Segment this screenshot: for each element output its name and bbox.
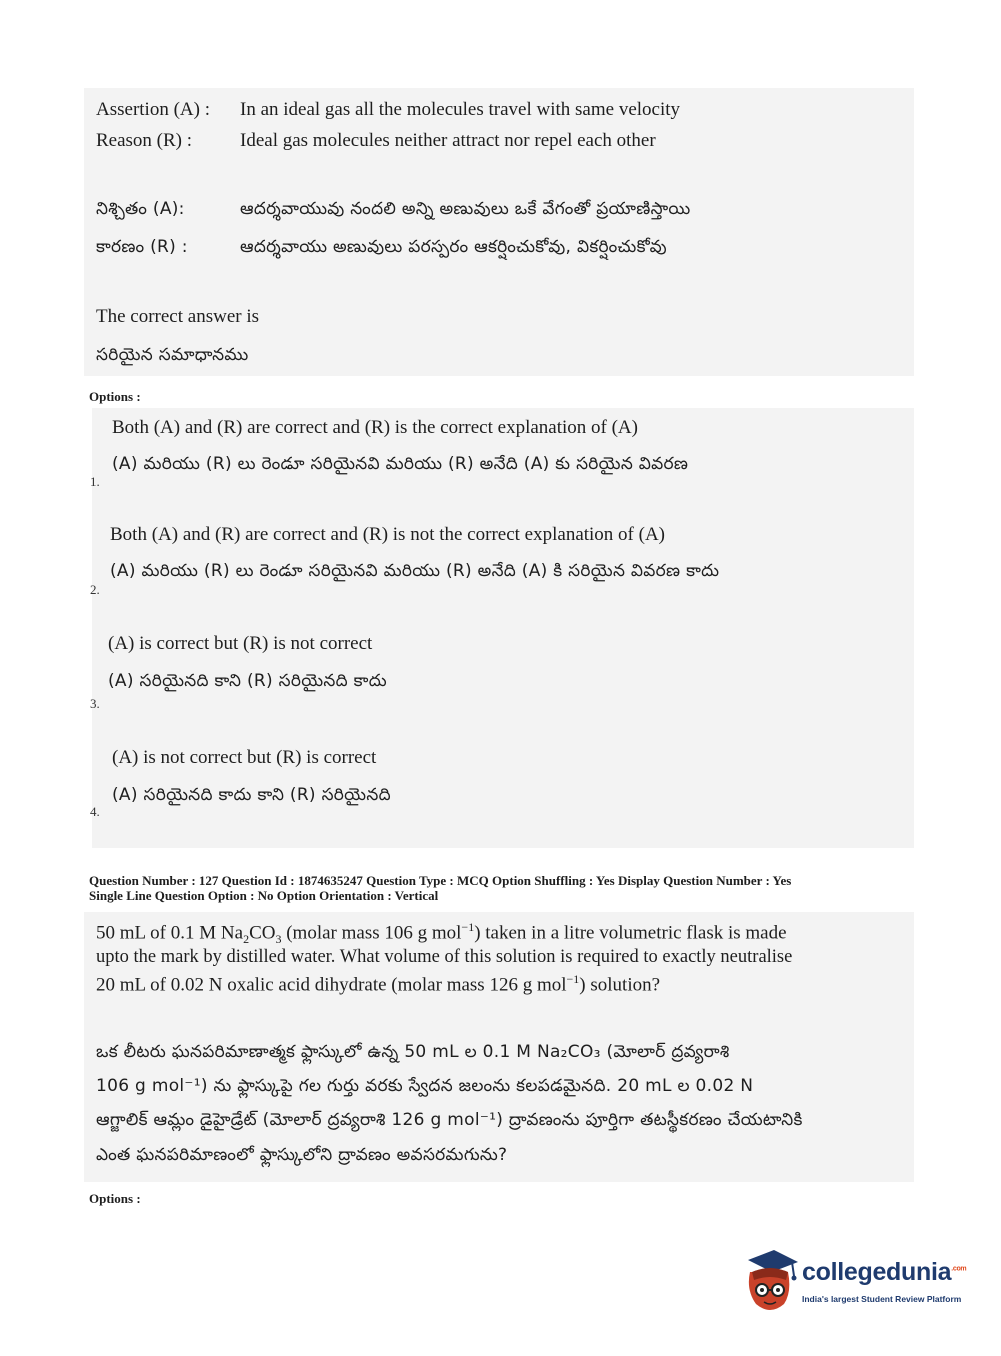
assertion-text: In an ideal gas all the molecules travel with same velocity <box>240 99 681 120</box>
option-2-en[interactable]: Both (A) and (R) are correct and (R) is not the correct explanation of (A) <box>110 524 666 545</box>
logo-wordmark: collegedunia$^{.com}$ <box>802 1258 967 1286</box>
correct-answer-prompt-te: సరియైన సమాధానము <box>96 345 249 365</box>
question-127-meta-line-2: Single Line Question Option : No Option Orientation : Vertical <box>89 888 439 903</box>
question-127-te-line-3: ఆగ్జాలిక్ ఆమ్లం డైహైడ్రేట్ (మోలార్ ద్రవ్యరాశి 126 g mol⁻¹) ద్రావణంను పూర్తిగా తటస్థీకరణం చేయటానికి <box>96 1110 803 1130</box>
question-127-en-line-2: upto the mark by distilled water. What volume of this solution is required to exactly neutralise <box>96 947 793 967</box>
question-127-te-line-1: ఒక లీటరు ఘనపరిమాణాత్మక ఫ్లాస్కులో ఉన్న 50 mL ల 0.1 M Na₂CO₃ (మోలార్ ద్రవ్యరాశి <box>96 1042 730 1062</box>
option-2-te[interactable]: (A) మరియు (R) లు రెండూ సరియైనవి మరియు (R) అనేది (A) కి సరియైన వివరణ కాదు <box>110 561 720 581</box>
te-reason-label: కారణం (R) : <box>96 237 188 257</box>
question-127-te-line-2: 106 g mol⁻¹) ను ఫ్లాస్కుపై గల గుర్తు వరకు స్వేదన జలంను కలపడమైనది. 20 mL ల 0.02 N <box>96 1076 754 1096</box>
mascot-icon <box>742 1250 800 1316</box>
question-127-en-line-1: 50 mL of 0.1 M $Na_2CO_3$ (molar mass 106 g mol$^{-1}$) taken in a litre volumetric flask is made <box>96 920 787 947</box>
reason-text: Ideal gas molecules neither attract nor repel each other <box>240 130 656 151</box>
option-1-te[interactable]: (A) మరియు (R) లు రెండూ సరియైనవి మరియు (R) అనేది (A) కు సరియైన వివరణ <box>112 454 689 474</box>
te-assertion-label: నిశ్చితం (A): <box>96 199 185 219</box>
option-2-number: 2. <box>90 582 100 597</box>
option-3-te[interactable]: (A) సరియైనది కాని (R) సరియైనది కాదు <box>108 671 387 691</box>
option-4-number: 4. <box>90 804 100 819</box>
option-1-en[interactable]: Both (A) and (R) are correct and (R) is the correct explanation of (A) <box>112 417 638 438</box>
question-127-te-line-4: ఎంత ఘనపరిమాణంలో ఫ్లాస్కులోని ద్రావణం అవసరమగును? <box>96 1145 508 1165</box>
collegedunia-logo[interactable] <box>742 1250 972 1320</box>
question-127-meta-line-1: Question Number : 127 Question Id : 1874635247 Question Type : MCQ Option Shuffling : Yes Display Question Number : Yes <box>89 873 792 888</box>
te-reason-text: ఆదర్శవాయు అణువులు పరస్పరం ఆకర్షించుకోవు, వికర్షించుకోవు <box>240 237 667 257</box>
option-1-number: 1. <box>90 474 100 489</box>
option-3-en[interactable]: (A) is correct but (R) is not correct <box>108 633 373 654</box>
question-127-options-label: Options : <box>89 1191 141 1206</box>
reason-label: Reason (R) : <box>96 130 193 151</box>
question-127-en-line-3: 20 mL of 0.02 N oxalic acid dihydrate (molar mass 126 g mol$^{-1}$) solution? <box>96 972 661 996</box>
assertion-label: Assertion (A) : <box>96 99 210 120</box>
correct-answer-prompt: The correct answer is <box>96 306 260 327</box>
logo-tagline: India's largest Student Review Platform <box>802 1294 962 1304</box>
option-3-number: 3. <box>90 696 100 711</box>
te-assertion-text: ఆదర్శవాయువు నందలి అన్ని అణువులు ఒకే వేగంతో ప్రయాణిస్తాయి <box>240 199 691 219</box>
options-label: Options : <box>89 389 141 404</box>
option-4-te[interactable]: (A) సరియైనది కాదు కాని (R) సరియైనది <box>112 785 391 805</box>
option-4-en[interactable]: (A) is not correct but (R) is correct <box>112 747 377 768</box>
